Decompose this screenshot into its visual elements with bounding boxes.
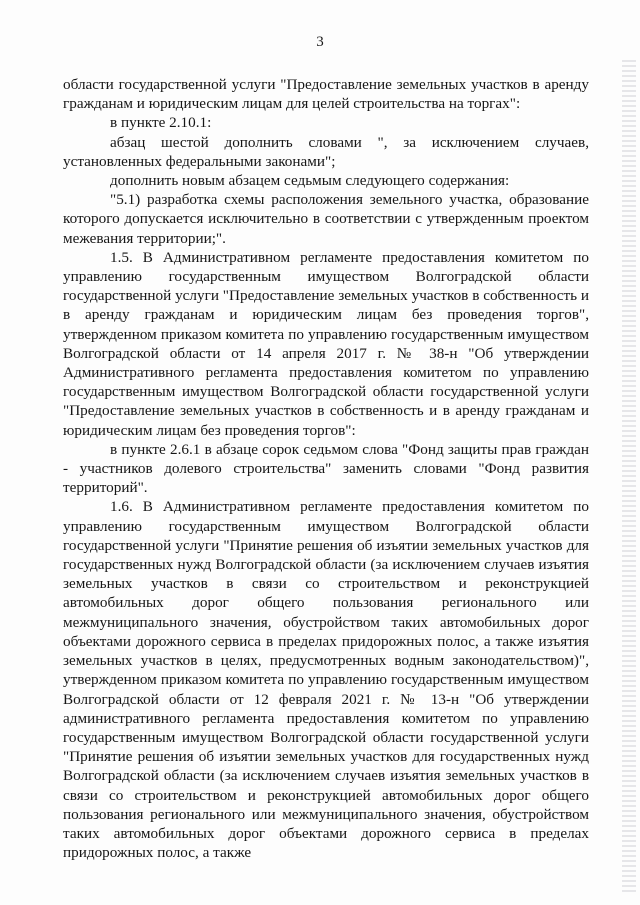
page-number: 3 <box>316 34 324 50</box>
paragraph-add-seventh: дополнить новым абзацем седьмым следующего содержания: <box>110 172 510 190</box>
paragraph-item-2-6-1: в пункте 2.6.1 в абзаце сорок седьмом слова "Фонд защиты прав граждан - участников долевого строительства" заменить словами "Фонд развития территорий". <box>63 440 589 497</box>
margin-scan-stamp <box>622 60 636 895</box>
paragraph-continuation: области государственной услуги "Предоставление земельных участков в аренду гражданам и юридическим лицам для целей строительства на торгах": <box>63 76 589 113</box>
paragraph-amendment-sixth: абзац шестой дополнить словами ", за исключением случаев, установленных федеральными законами"; <box>63 133 589 170</box>
paragraph-quote-5-1: "5.1) разработка схемы расположения земельного участка, образование которого допускается исключительно в соответствии с утвержденным проектом межевания территории;". <box>63 191 589 247</box>
paragraph-section-1-5: 1.5. В Административном регламенте предоставления комитетом по управлению государственным имуществом Волгоградской области государственной услуги "Предоставление земельных участков в собственность и в аренду гражданам и юридическим лицам без проведения торгов", утвержденном приказом комитета по управлению государственным имуществом Волгоградской области от 14 апреля 2017 г. № 38-н "Об утверждении Административного регламента предоставления комитетом по управлению государственным имуществом Волгоградской области государственной услуги "Предоставление земельных участков в собственность и в аренду гражданам и юридическим лицам без проведения торгов": <box>63 248 589 439</box>
paragraph-item-2-10-1: в пункте 2.10.1: <box>110 114 212 132</box>
paragraph-section-1-6: 1.6. В Административном регламенте предоставления комитетом по управлению государственным имуществом Волгоградской области государственной услуги "Принятие решения об изъятии земельных участков для государственных нужд Волгоградской области (за исключением случаев изъятия земельных участков в связи со строительством и реконструкцией автомобильных дорог общего пользования регионального или межмуниципального значения, обустройством таких автомобильных дорог объектами дорожного сервиса в пределах придорожных полос, а также изъятия земельных участков в целях, предусмотренных водным законодательством)", утвержденном приказом комитета по управлению государственным имуществом Волгоградской области от 12 февраля 2021 г. № 13-н "Об утверждении административного регламента предоставления комитетом по управлению государственным имуществом Волгоградской области государственной услуги "Принятие решения об изъятии земельных участков для государственных нужд Волгоградской области (за исключением случаев изъятия земельных участков в связи со строительством и реконструкцией автомобильных дорог общего пользования регионального или межмуниципального значения, обустройством таких автомобильных дорог объектами дорожного сервиса в пределах придорожных полос, а также <box>63 498 589 862</box>
document-body <box>63 75 589 862</box>
